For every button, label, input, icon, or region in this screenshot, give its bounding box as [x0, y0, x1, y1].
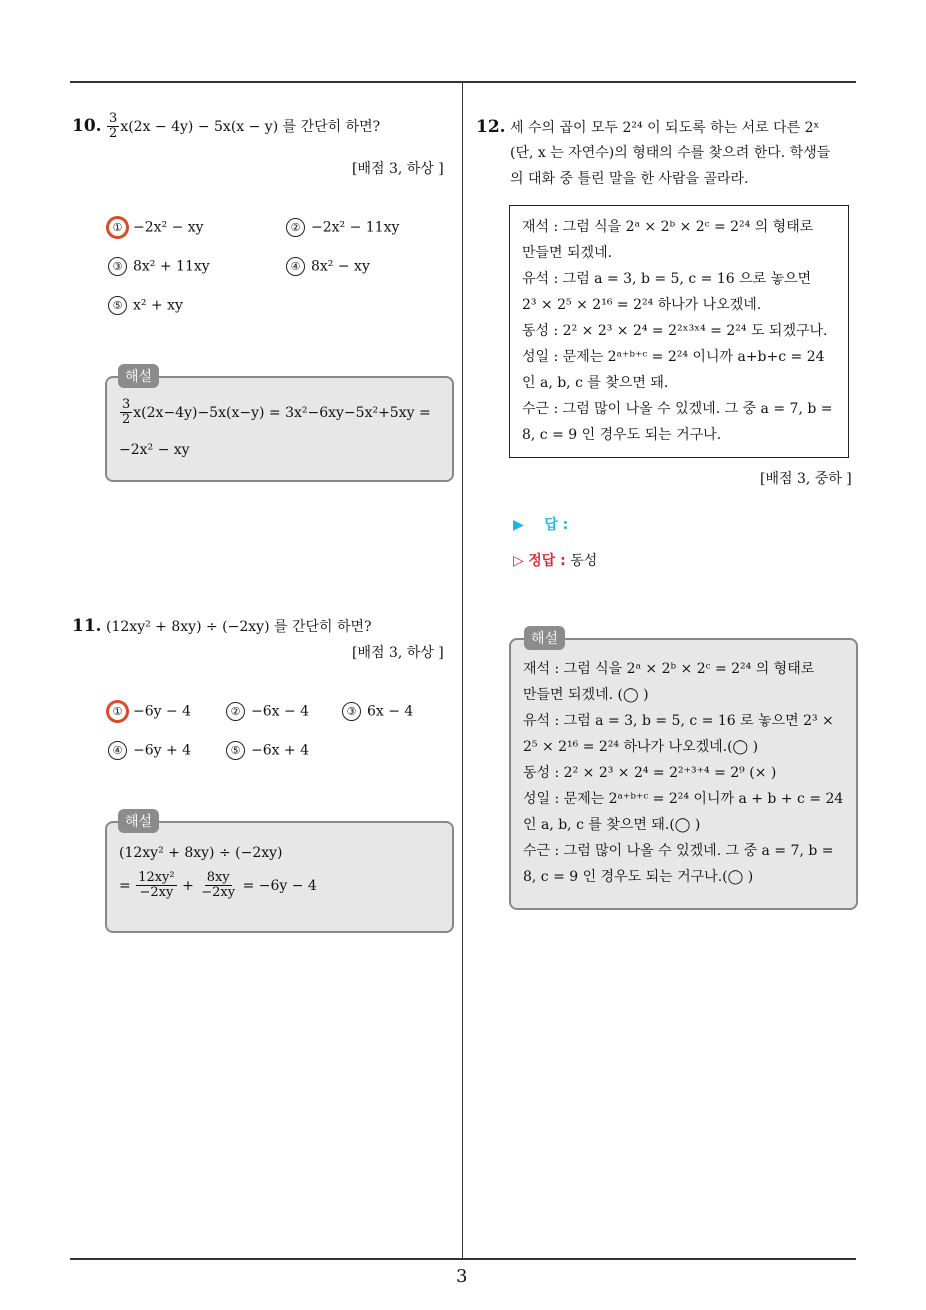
q12-score: [배점 3, 중하 ] — [760, 471, 852, 487]
correct-value: 동성 — [570, 553, 598, 569]
q11-option-2[interactable] — [226, 702, 309, 721]
q10-question-text: x(2x − 4y) − 5x(x − y) 를 간단히 하면? — [120, 118, 381, 135]
q10-option-1-text: −2x² − xy — [133, 219, 204, 236]
q10-header — [72, 112, 380, 142]
q12-sol-line-1: 재석 : 그럼 식을 2ᵃ × 2ᵇ × 2ᶜ = 2²⁴ 의 형태로 — [523, 661, 815, 677]
q11-option-3-mark: ③ — [342, 702, 361, 721]
correct-arrow-icon: ▷ — [513, 553, 524, 569]
q11-sol-eq: = — [119, 877, 131, 894]
q12-sol-line-2: 만들면 되겠네. (◯ ) — [523, 687, 649, 703]
dialog-line-3: 유석 : 그럼 a = 3, b = 5, c = 16 으로 놓으면 — [522, 271, 812, 287]
q10-option-4-text: 8x² − xy — [311, 258, 370, 275]
q10-frac-den: 2 — [109, 126, 118, 142]
q12-answer-row — [513, 514, 568, 534]
q11-sol-frac-2-num: 8xy — [206, 870, 230, 885]
q12-solution-box — [509, 638, 858, 910]
dialog-line-8: 수근 : 그럼 많이 나올 수 있겠네. 그 중 a = 7, b = — [522, 401, 833, 417]
q12-solution-lines — [523, 656, 843, 890]
q11-option-1[interactable] — [108, 702, 191, 721]
q12-sol-line-9: 8, c = 9 인 경우도 되는 거구나.(◯ ) — [523, 869, 754, 885]
q10-solution-line1 — [119, 398, 431, 428]
q11-option-4[interactable] — [108, 741, 191, 760]
correct-label: 정답 : — [528, 553, 566, 569]
q10-option-3-text: 8x² + 11xy — [133, 258, 210, 275]
q11-sol-plus: + — [182, 877, 194, 894]
q10-option-1-mark: ① — [108, 218, 127, 237]
q11-option-2-mark: ② — [226, 702, 245, 721]
dialog-line-5: 동성 : 2² × 2³ × 2⁴ = 2²ˣ³ˣ⁴ = 2²⁴ 도 되겠구나. — [522, 323, 828, 339]
q10-option-5-mark: ⑤ — [108, 296, 127, 315]
q12-text-line-1: 세 수의 곱이 모두 2²⁴ 이 되도록 하는 서로 다른 2ˣ — [510, 120, 820, 136]
q12-text-rest — [510, 140, 830, 192]
q10-option-3[interactable] — [108, 257, 210, 276]
q10-option-2-text: −2x² − 11xy — [311, 219, 400, 236]
q10-option-2-mark: ② — [286, 218, 305, 237]
q11-sol-frac-1-num: 12xy² — [138, 870, 175, 885]
q10-solution-frac-den: 2 — [122, 412, 131, 428]
q11-sol-frac-1 — [136, 871, 176, 901]
q12-sol-line-4: 2⁵ × 2¹⁶ = 2²⁴ 하나가 나오겠네.(◯ ) — [523, 739, 759, 755]
q11-sol-frac-2 — [199, 871, 237, 901]
q11-header — [72, 616, 372, 636]
answer-label: 답 : — [544, 517, 569, 533]
q11-option-5[interactable] — [226, 741, 309, 760]
q12-sol-line-8: 수근 : 그럼 많이 나올 수 있겠네. 그 중 a = 7, b = — [523, 843, 834, 859]
q11-sol-frac-2-den: −2xy — [201, 885, 236, 901]
dialog-line-2: 만들면 되겠네. — [522, 245, 613, 261]
q11-solution-line1: (12xy² + 8xy) ÷ (−2xy) — [119, 845, 283, 861]
q10-frac-num: 3 — [109, 111, 118, 126]
q11-option-4-text: −6y + 4 — [133, 742, 192, 759]
q11-solution-tag: 해설 — [118, 809, 159, 833]
q12-sol-line-6: 성일 : 문제는 2ᵃ⁺ᵇ⁺ᶜ = 2²⁴ 이니까 a + b + c = 24 — [523, 791, 844, 807]
q11-score: [배점 3, 하상 ] — [352, 645, 444, 661]
q10-option-5-text: x² + xy — [133, 297, 183, 314]
q11-option-1-text: −6y − 4 — [133, 703, 192, 720]
dialog-line-4: 2³ × 2⁵ × 2¹⁶ = 2²⁴ 하나가 나오겠네. — [522, 297, 762, 313]
bottom-rule — [70, 1258, 856, 1260]
q11-number: 11. — [72, 616, 102, 636]
q11-option-5-text: −6x + 4 — [251, 742, 310, 759]
top-rule — [70, 81, 856, 83]
q12-dialog-box — [509, 205, 849, 458]
q10-fraction — [107, 112, 119, 142]
q10-option-3-mark: ③ — [108, 257, 127, 276]
q10-option-1[interactable] — [108, 218, 204, 237]
dialog-line-9: 8, c = 9 인 경우도 되는 거구나. — [522, 427, 722, 443]
column-divider — [462, 83, 463, 1259]
dialog-line-7: 인 a, b, c 를 찾으면 돼. — [522, 375, 669, 391]
q11-option-2-text: −6x − 4 — [251, 703, 310, 720]
q11-option-1-mark: ① — [108, 702, 127, 721]
q12-text-line-2: (단, x 는 자연수)의 형태의 수를 찾으려 한다. 학생들 — [510, 145, 831, 161]
q12-correct-row — [513, 550, 597, 570]
q12-solution-tag: 해설 — [524, 626, 565, 650]
q10-solution-tag: 해설 — [118, 364, 159, 388]
q10-solution-frac-num: 3 — [122, 397, 131, 412]
q12-sol-line-5: 동성 : 2² × 2³ × 2⁴ = 2²⁺³⁺⁴ = 2⁹ (× ) — [523, 765, 777, 781]
q11-option-4-mark: ④ — [108, 741, 127, 760]
dialog-line-1: 재석 : 그럼 식을 2ᵃ × 2ᵇ × 2ᶜ = 2²⁴ 의 형태로 — [522, 219, 814, 235]
q10-number: 10. — [72, 115, 102, 136]
q12-sol-line-7: 인 a, b, c 를 찾으면 돼.(◯ ) — [523, 817, 701, 833]
q11-solution-box — [105, 821, 454, 933]
q10-solution-line1-text: x(2x−4y)−5x(x−y) = 3x²−6xy−5x²+5xy = — [133, 404, 431, 421]
q11-sol-result: = −6y − 4 — [242, 877, 317, 894]
page-number: 3 — [456, 1266, 468, 1287]
q11-option-5-mark: ⑤ — [226, 741, 245, 760]
q12-header — [476, 114, 819, 141]
q12-text-line-3: 의 대화 중 틀린 말을 한 사람을 골라라. — [510, 171, 749, 187]
q10-option-5[interactable] — [108, 296, 183, 315]
q10-option-4[interactable] — [286, 257, 370, 276]
q10-option-2[interactable] — [286, 218, 399, 237]
q12-sol-line-3: 유석 : 그럼 a = 3, b = 5, c = 16 로 놓으면 2³ × — [523, 713, 834, 729]
q11-question-text: (12xy² + 8xy) ÷ (−2xy) 를 간단히 하면? — [106, 619, 372, 635]
q10-solution-box — [105, 376, 454, 482]
q12-number: 12. — [476, 117, 506, 137]
q11-sol-frac-1-den: −2xy — [139, 885, 174, 901]
q10-score: [배점 3, 하상 ] — [352, 161, 444, 177]
q12-dialog-lines — [522, 214, 832, 448]
q10-solution-fraction — [120, 398, 132, 428]
q10-solution-line2: −2x² − xy — [119, 442, 190, 458]
q11-option-3-text: 6x − 4 — [367, 703, 414, 720]
q11-solution-line2 — [119, 871, 317, 901]
q10-option-4-mark: ④ — [286, 257, 305, 276]
answer-arrow-icon: ▶ — [513, 517, 524, 533]
q11-option-3[interactable] — [342, 702, 413, 721]
dialog-line-6: 성일 : 문제는 2ᵃ⁺ᵇ⁺ᶜ = 2²⁴ 이니까 a+b+c = 24 — [522, 349, 825, 365]
